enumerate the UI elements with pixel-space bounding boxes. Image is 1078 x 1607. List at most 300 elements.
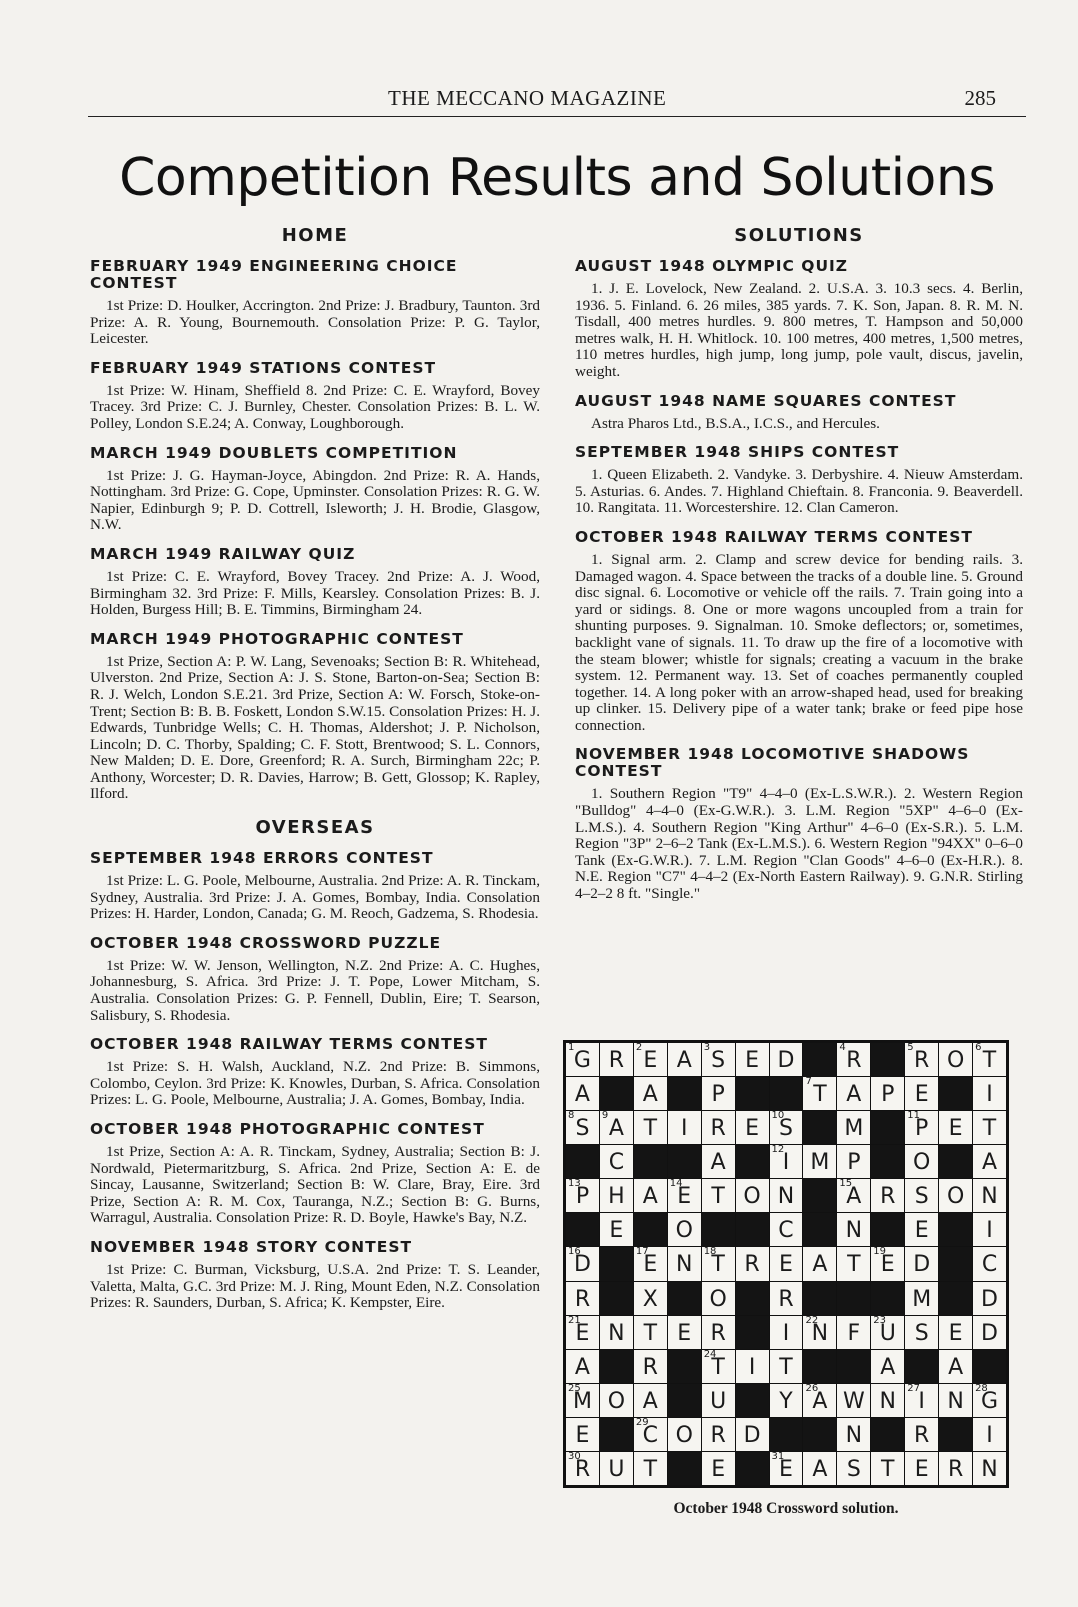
- crossword-black-cell: [566, 1213, 599, 1246]
- crossword-cell: [566, 1418, 599, 1451]
- crossword-black-cell: [736, 1213, 769, 1246]
- crossword-letter: I: [986, 1218, 993, 1244]
- crossword-letter: N: [845, 1422, 863, 1448]
- crossword-black-cell: [736, 1282, 769, 1315]
- crossword-cell: [566, 1384, 599, 1417]
- crossword-clue-number: 8: [568, 1110, 575, 1122]
- crossword-black-cell: [600, 1418, 633, 1451]
- crossword-letter: R: [778, 1286, 794, 1312]
- crossword-black-cell: [939, 1213, 972, 1246]
- crossword-cell: [939, 1316, 972, 1349]
- crossword-clue-number: 21: [568, 1314, 581, 1326]
- crossword-letter: E: [575, 1320, 590, 1346]
- crossword-letter: O: [946, 1184, 965, 1210]
- crossword-letter: S: [914, 1184, 929, 1210]
- crossword-black-cell: [939, 1145, 972, 1178]
- crossword-letter: T: [881, 1456, 895, 1482]
- crossword-cell: [905, 1384, 938, 1417]
- crossword-letter: D: [573, 1252, 591, 1278]
- crossword-cell: [668, 1213, 701, 1246]
- crossword-clue-number: 3: [703, 1042, 711, 1053]
- crossword-cell: [837, 1179, 870, 1212]
- crossword-cell: [871, 1350, 904, 1383]
- crossword-letter: P: [915, 1116, 929, 1142]
- crossword-cell: [634, 1282, 667, 1315]
- contest-title: MARCH 1949 RAILWAY QUIZ: [90, 544, 356, 563]
- contest-title: AUGUST 1948 NAME SQUARES CONTEST: [575, 391, 957, 410]
- crossword-cell: [973, 1316, 1006, 1349]
- crossword-letter: E: [711, 1456, 726, 1482]
- crossword-clue-number: 14: [669, 1178, 683, 1190]
- contest-title: FEBRUARY 1949 ENGINEERING CHOICE CONTEST: [90, 257, 458, 292]
- crossword-letter: T: [982, 1048, 997, 1073]
- crossword-letter: A: [812, 1456, 828, 1482]
- crossword-cell: [566, 1077, 599, 1110]
- crossword-clue-number: 2: [635, 1042, 643, 1053]
- crossword-letter: E: [914, 1082, 929, 1108]
- crossword-cell: [736, 1043, 769, 1076]
- crossword-black-cell: [600, 1350, 633, 1383]
- contest-title: NOVEMBER 1948 STORY CONTEST: [90, 1237, 413, 1256]
- crossword-black-cell: [634, 1145, 667, 1178]
- crossword-letter: R: [914, 1422, 930, 1448]
- crossword-letter: A: [846, 1184, 862, 1210]
- crossword-letter: A: [710, 1150, 726, 1176]
- crossword-cell: [770, 1350, 803, 1383]
- crossword-letter: R: [608, 1048, 625, 1073]
- crossword-letter: A: [948, 1354, 964, 1380]
- crossword-cell: [803, 1077, 836, 1110]
- crossword-cell: [905, 1111, 938, 1144]
- crossword-letter: R: [574, 1456, 591, 1482]
- crossword-letter: D: [913, 1252, 931, 1278]
- crossword-clue-number: 28: [975, 1382, 988, 1394]
- crossword-letter: A: [981, 1150, 998, 1176]
- crossword-cell: [905, 1316, 938, 1349]
- crossword-cell: [702, 1452, 735, 1485]
- crossword-clue-number: 11: [907, 1110, 920, 1122]
- crossword-letter: E: [914, 1456, 929, 1482]
- crossword-cell: [600, 1384, 633, 1417]
- contest-text: 1st Prize, Section A: P. W. Lang, Sevenoaks; Section B: R. Whitehead, Ulverston. 2nd Prize, Section A: J. S. Stone, Barton-on-Sea; Section B: R. J. Welch, London S.E.21. 3rd Prize, Section A: W. Forsch, Stoke-on-Trent; Section B: B. B. Foskett, London S.W.15. Consolation Prizes: H. J. Edwards, Tunbridge Wells; C. H. Thomas, Aldershot; J. P. Nicholson, Lincoln; D. C. Thorby, Spalding; C. F. Stott, Brentwood; S. L. Connors, New Malden; D. E. Dore, Greenford; R. A. Surch, Birmingham 22c; P. Anthony, Worcester; D. R. Davies, Harrow; B. Gett, Glossop; K. Rapley, Ilford.: [90, 652, 540, 803]
- crossword-clue-number: 15: [839, 1178, 853, 1190]
- contest-title: OCTOBER 1948 RAILWAY TERMS CONTEST: [575, 527, 973, 546]
- crossword-letter: H: [608, 1184, 625, 1210]
- crossword-letter: P: [575, 1184, 590, 1210]
- contest-title: NOVEMBER 1948 LOCOMOTIVE SHADOWS CONTEST: [575, 745, 970, 781]
- crossword-black-cell: [600, 1282, 633, 1315]
- contest-text: 1. J. E. Lovelock, New Zealand. 2. U.S.A. 3. 10.3 secs. 4. Berlin, 1936. 5. Finland. 6. 26 miles, 385 yards. 7. K. Son, Japan. 8. R. M. N. Tisdall, 400 metres hurdles. 9. 800 metres, T. Hampson and 50,000 metres walk, H. H. Whitlock. 10. 100 metres, 400 metres, 1,500 metres, 110 metres hurdles, high jump, long jump, pole vault, discus, javelin, weight.: [575, 280, 1023, 380]
- right-column: [575, 225, 1023, 903]
- crossword-letter: A: [812, 1252, 828, 1278]
- contest-text: 1st Prize: D. Houlker, Accrington. 2nd Prize: J. Bradbury, Taunton. 3rd Prize: A. R. Young, Bournemouth. Consolation Prize: P. G. Taylor, Leicester.: [90, 297, 540, 348]
- left-column: [90, 225, 540, 1312]
- crossword-clue-number: 6: [975, 1042, 982, 1053]
- crossword-cell: [837, 1213, 870, 1246]
- crossword-letter: N: [845, 1218, 863, 1244]
- crossword-cell: [770, 1111, 803, 1144]
- crossword-letter: E: [643, 1252, 658, 1278]
- crossword-letter: S: [779, 1116, 793, 1142]
- crossword-letter: F: [847, 1320, 861, 1346]
- crossword-letter: R: [574, 1286, 591, 1312]
- crossword-cell: [871, 1179, 904, 1212]
- contest-title: SEPTEMBER 1948 ERRORS CONTEST: [90, 849, 434, 868]
- crossword-black-cell: [939, 1077, 972, 1110]
- crossword-letter: I: [986, 1082, 993, 1108]
- crossword-cell: [871, 1077, 904, 1110]
- crossword-clue-number: 7: [805, 1076, 812, 1088]
- crossword-cell: [871, 1384, 904, 1417]
- crossword-letter: E: [609, 1218, 624, 1244]
- crossword-cell: [736, 1247, 769, 1280]
- crossword-cell: [803, 1247, 836, 1280]
- crossword-letter: U: [608, 1456, 625, 1482]
- contest-title: MARCH 1949 PHOTOGRAPHIC CONTEST: [90, 629, 464, 648]
- contest-text: 1st Prize, Section A: A. R. Tinckam, Sydney, Australia; Section B: J. Nordwald, Pietermaritzburg, S. Africa. 2nd Prize, Section A: E. de Sincay, Lausanne, Switzerland; Section B: W. Clare, Bray, Eire. 3rd Prize, Section A: R. M. Cox, Tauranga, N.Z.; Section B: G. Burns, Warragul, Australia. Consolation Prize: R. D. Boyle, Hawke's Bay, N.Z.: [90, 1143, 540, 1227]
- crossword-letter: E: [677, 1184, 692, 1210]
- crossword-cell: [905, 1213, 938, 1246]
- crossword-grid: [563, 1040, 1009, 1488]
- crossword-black-cell: [803, 1043, 836, 1076]
- crossword-letter: T: [779, 1354, 793, 1380]
- crossword-letter: R: [914, 1048, 930, 1073]
- crossword-black-cell: [803, 1350, 836, 1383]
- crossword-letter: C: [642, 1422, 658, 1448]
- crossword-cell: [837, 1077, 870, 1110]
- crossword-cell: [668, 1247, 701, 1280]
- crossword-cell: [939, 1384, 972, 1417]
- crossword-letter: T: [711, 1354, 725, 1380]
- crossword-letter: E: [677, 1320, 692, 1346]
- crossword-letter: A: [642, 1082, 658, 1108]
- crossword-cell: [702, 1316, 735, 1349]
- crossword-cell: [837, 1384, 870, 1417]
- crossword-letter: E: [779, 1252, 793, 1278]
- crossword-cell: [905, 1418, 938, 1451]
- crossword-clue-number: 29: [635, 1416, 649, 1428]
- crossword-letter: I: [782, 1150, 790, 1176]
- overseas-heading: OVERSEAS: [255, 817, 375, 839]
- crossword-letter: E: [948, 1116, 963, 1142]
- crossword-cell: [803, 1316, 836, 1349]
- crossword-cell: [634, 1418, 667, 1451]
- crossword-letter: A: [642, 1184, 658, 1210]
- solutions-list: [575, 258, 1023, 903]
- crossword-letter: T: [643, 1320, 658, 1346]
- contest-text: 1. Signal arm. 2. Clamp and screw device for bending rails. 3. Damaged wagon. 4. Space between the tracks of a double line. 5. Ground disc signal. 6. Locomotive or vehicle off the rails. 7. Train going into a yard or sidings. 8. One or more wagons uncoupled from a train for shunting purposes. 9. Signalman. 10. Smoke deflectors; or, sometimes, backlight vane of signals. 11. To draw up the fire of a locomotive with the steam blower; whistle for signals; creating a vacuum in the brake system. 12. Permanent way. 13. Set of coaches permanently coupled together. 14. A long poker with an arrow-shaped head, used for breaking up clinker. 15. Delivery pipe of a water tank; brake or feed pipe hose connection.: [575, 550, 1023, 734]
- crossword-cell: [634, 1043, 667, 1076]
- crossword-clue-number: 24: [703, 1348, 717, 1360]
- crossword-letter: M: [810, 1150, 830, 1176]
- crossword-cell: [770, 1316, 803, 1349]
- crossword-letter: O: [675, 1218, 693, 1244]
- crossword-letter: E: [745, 1048, 760, 1073]
- crossword-cell: [905, 1282, 938, 1315]
- crossword-cell: [770, 1247, 803, 1280]
- crossword-cell: [702, 1247, 735, 1280]
- crossword-letter: T: [711, 1184, 725, 1210]
- crossword-letter: Y: [779, 1388, 793, 1414]
- contest-title: OCTOBER 1948 RAILWAY TERMS CONTEST: [90, 1035, 488, 1054]
- crossword-black-cell: [871, 1111, 904, 1144]
- crossword-cell: [871, 1452, 904, 1485]
- crossword-clue-number: 1: [568, 1042, 575, 1053]
- crossword-cell: [600, 1111, 633, 1144]
- crossword-cell: [905, 1077, 938, 1110]
- crossword-black-cell: [803, 1111, 836, 1144]
- crossword-clue-number: 30: [568, 1450, 581, 1462]
- crossword-letter: I: [918, 1388, 925, 1414]
- crossword-letter: A: [574, 1354, 590, 1380]
- crossword-letter: M: [572, 1388, 592, 1414]
- crossword-letter: O: [709, 1286, 727, 1312]
- crossword-cell: [770, 1179, 803, 1212]
- crossword-black-cell: [668, 1452, 701, 1485]
- crossword-cell: [668, 1111, 701, 1144]
- crossword-cell: [837, 1111, 870, 1144]
- crossword-clue-number: 17: [635, 1246, 649, 1258]
- crossword-black-cell: [634, 1213, 667, 1246]
- crossword-cell: [702, 1077, 735, 1110]
- crossword-black-cell: [600, 1247, 633, 1280]
- crossword-letter: M: [912, 1286, 932, 1312]
- crossword-letter: W: [842, 1388, 865, 1414]
- crossword-letter: N: [981, 1456, 998, 1482]
- crossword-cell: [634, 1111, 667, 1144]
- contest-title: MARCH 1949 DOUBLETS COMPETITION: [90, 443, 458, 462]
- crossword-cell: [770, 1384, 803, 1417]
- crossword-black-cell: [702, 1213, 735, 1246]
- crossword-cell: [668, 1043, 701, 1076]
- crossword-black-cell: [770, 1077, 803, 1110]
- crossword-letter: T: [643, 1456, 658, 1482]
- crossword-cell: [973, 1179, 1006, 1212]
- crossword-letter: A: [676, 1048, 692, 1073]
- crossword-letter: E: [948, 1320, 963, 1346]
- magazine-name: THE MECCANO MAGAZINE: [388, 86, 667, 110]
- crossword-black-cell: [668, 1350, 701, 1383]
- crossword-cell: [600, 1145, 633, 1178]
- crossword-black-cell: [668, 1282, 701, 1315]
- crossword-cell: [566, 1282, 599, 1315]
- crossword-cell: [905, 1043, 938, 1076]
- contest-title: SEPTEMBER 1948 SHIPS CONTEST: [575, 443, 900, 462]
- crossword-black-cell: [871, 1418, 904, 1451]
- contest-text: 1. Southern Region "T9" 4–4–0 (Ex-L.S.W.R.). 2. Western Region "Bulldog" 4–4–0 (Ex-G.W.R.). 3. L.M. Region "5XP" 4–6–0 (Ex-L.M.S.). 4. Southern Region "King Arthur" 4–6–0 (Ex-S.R.). 5. L.M. Region "3P" 2–6–2 Tank (Ex-L.M.S.). 6. Western Region "94XX" 0–6–0 Tank (Ex-G.W.R.). 7. L.M. Region "Clan Goods" 4–6–0 (Ex-H.R.). 8. N.E. Region "C7" 4–4–2 (Ex-North Eastern Railway). 9. G.N.R. Stirling 4–2–2 8 ft. "Single.": [575, 785, 1023, 903]
- crossword-cell: [803, 1452, 836, 1485]
- crossword-clue-number: 13: [568, 1178, 581, 1190]
- crossword-letter: R: [744, 1252, 760, 1278]
- crossword-letter: X: [642, 1286, 658, 1312]
- crossword-cell: [566, 1316, 599, 1349]
- crossword-letter: N: [981, 1184, 998, 1210]
- crossword-cell: [770, 1145, 803, 1178]
- crossword-letter: S: [711, 1048, 726, 1073]
- crossword-letter: N: [879, 1388, 896, 1414]
- crossword-letter: R: [710, 1422, 726, 1448]
- crossword-black-cell: [803, 1282, 836, 1315]
- crossword-black-cell: [736, 1145, 769, 1178]
- crossword-letter: N: [811, 1320, 829, 1346]
- crossword-letter: U: [710, 1388, 727, 1414]
- crossword-letter: E: [880, 1252, 895, 1278]
- crossword-cell: [668, 1179, 701, 1212]
- crossword-cell: [770, 1213, 803, 1246]
- crossword-black-cell: [973, 1350, 1006, 1383]
- crossword-cell: [973, 1452, 1006, 1485]
- crossword-letter: T: [813, 1082, 827, 1108]
- crossword-black-cell: [939, 1282, 972, 1315]
- crossword-letter: D: [981, 1286, 998, 1312]
- crossword-letter: A: [574, 1082, 590, 1108]
- crossword-letter: R: [710, 1116, 726, 1142]
- contest-text: 1st Prize: C. E. Wrayford, Bovey Tracey. 2nd Prize: A. J. Wood, Birmingham 32. 3rd Prize: F. Mills, Kearsley. Consolation Prizes: B. J. Holden, Burgess Hill; B. E. Timmins, Birmingham 24.: [90, 567, 540, 619]
- crossword-black-cell: [803, 1179, 836, 1212]
- crossword-clue-number: 18: [703, 1246, 717, 1258]
- crossword-letter: R: [880, 1184, 896, 1210]
- crossword-cell: [770, 1452, 803, 1485]
- crossword-cell: [973, 1418, 1006, 1451]
- crossword-letter: I: [782, 1320, 790, 1346]
- crossword-cell: [939, 1452, 972, 1485]
- crossword-black-cell: [566, 1145, 599, 1178]
- crossword-clue-number: 27: [907, 1382, 920, 1394]
- crossword-letter: O: [913, 1150, 931, 1176]
- crossword-cell: [905, 1145, 938, 1178]
- crossword-cell: [837, 1043, 870, 1076]
- crossword-letter: C: [608, 1150, 625, 1176]
- crossword-letter: R: [710, 1320, 726, 1346]
- contest-text: 1st Prize: L. G. Poole, Melbourne, Australia. 2nd Prize: A. R. Tinckam, Sydney, Australia. 3rd Prize: J. A. Gomes, Bombay, India. Consolation Prizes: H. Harder, London, Canada; G. M. Reoch, Gadzema, S. Rhodesia.: [90, 872, 540, 923]
- crossword-cell: [634, 1247, 667, 1280]
- crossword-cell: [566, 1452, 599, 1485]
- crossword-clue-number: 26: [805, 1382, 819, 1394]
- crossword-clue-number: 22: [805, 1314, 819, 1326]
- crossword-cell: [973, 1145, 1006, 1178]
- crossword-letter: D: [777, 1048, 795, 1073]
- crossword-letter: S: [846, 1456, 861, 1482]
- crossword-letter: I: [748, 1354, 756, 1380]
- crossword-cell: [702, 1145, 735, 1178]
- crossword-letter: S: [914, 1320, 929, 1346]
- crossword-black-cell: [905, 1350, 938, 1383]
- crossword-cell: [905, 1179, 938, 1212]
- crossword-cell: [973, 1213, 1006, 1246]
- crossword-black-cell: [668, 1384, 701, 1417]
- crossword-letter: R: [846, 1048, 862, 1073]
- crossword-black-cell: [939, 1418, 972, 1451]
- contest-title: AUGUST 1948 OLYMPIC QUIZ: [575, 257, 849, 275]
- crossword-cell: [634, 1350, 667, 1383]
- crossword-letter: C: [778, 1218, 794, 1244]
- crossword-cell: [973, 1384, 1006, 1417]
- crossword-clue-number: 9: [601, 1110, 609, 1122]
- crossword-black-cell: [736, 1077, 769, 1110]
- crossword-cell: [871, 1316, 904, 1349]
- crossword-black-cell: [837, 1282, 870, 1315]
- crossword-cell: [702, 1384, 735, 1417]
- crossword-black-cell: [668, 1145, 701, 1178]
- crossword-cell: [770, 1282, 803, 1315]
- crossword-letter: P: [847, 1150, 861, 1176]
- crossword-cell: [600, 1043, 633, 1076]
- crossword-cell: [939, 1179, 972, 1212]
- crossword-cell: [905, 1247, 938, 1280]
- crossword-black-cell: [736, 1452, 769, 1485]
- crossword-cell: [837, 1247, 870, 1280]
- crossword-black-cell: [871, 1282, 904, 1315]
- contest-text: Astra Pharos Ltd., B.S.A., I.C.S., and Hercules.: [591, 414, 880, 432]
- crossword-letter: M: [844, 1116, 864, 1142]
- crossword-clue-number: 23: [873, 1314, 887, 1326]
- crossword-letter: P: [711, 1082, 725, 1108]
- contest-title: FEBRUARY 1949 STATIONS CONTEST: [90, 358, 437, 377]
- crossword-clue-number: 19: [873, 1246, 887, 1258]
- crossword-black-cell: [837, 1350, 870, 1383]
- crossword-cell: [736, 1350, 769, 1383]
- crossword-cell: [871, 1247, 904, 1280]
- crossword-cell: [736, 1179, 769, 1212]
- crossword-clue-number: 31: [771, 1450, 785, 1462]
- crossword-cell: [973, 1043, 1006, 1076]
- contest-text: 1st Prize: W. Hinam, Sheffield 8. 2nd Prize: C. E. Wrayford, Bovey Tracey. 3rd Prize: C. J. Burnley, Chester. Consolation Prizes: B. L. W. Polley, London S.E.24; A. Conway, Loughborough.: [90, 381, 540, 432]
- crossword-letter: E: [914, 1218, 929, 1244]
- crossword-letter: I: [986, 1422, 993, 1448]
- crossword-letter: U: [879, 1320, 896, 1346]
- crossword-black-cell: [939, 1247, 972, 1280]
- overseas-contests: [90, 850, 540, 1312]
- crossword-letter: D: [981, 1320, 998, 1346]
- crossword-letter: E: [643, 1048, 658, 1073]
- crossword-cell: [600, 1179, 633, 1212]
- crossword-cell: [770, 1043, 803, 1076]
- crossword-letter: C: [981, 1252, 998, 1278]
- running-header: [88, 84, 1026, 117]
- crossword-letter: I: [680, 1116, 688, 1142]
- crossword-letter: G: [573, 1048, 591, 1073]
- crossword-letter: A: [642, 1388, 658, 1414]
- crossword-cell: [668, 1418, 701, 1451]
- crossword-cell: [634, 1384, 667, 1417]
- contest-text: 1. Queen Elizabeth. 2. Vandyke. 3. Derbyshire. 4. Nieuw Amsterdam. 5. Asturias. 6. Andes. 7. Highland Chieftain. 8. Franconia. 9. Beaverdell. 10. Rangitata. 11. Worcestershire. 12. Clan Cameron.: [575, 466, 1023, 517]
- crossword-cell: [600, 1316, 633, 1349]
- crossword-cell: [600, 1452, 633, 1485]
- crossword-letter: T: [643, 1116, 658, 1142]
- crossword-black-cell: [668, 1077, 701, 1110]
- crossword-black-cell: [871, 1043, 904, 1076]
- crossword-cell: [973, 1077, 1006, 1110]
- crossword-cell: [702, 1418, 735, 1451]
- crossword-clue-number: 10: [771, 1110, 785, 1122]
- crossword-letter: O: [946, 1048, 965, 1073]
- crossword-cell: [837, 1316, 870, 1349]
- contest-title: OCTOBER 1948 PHOTOGRAPHIC CONTEST: [90, 1120, 485, 1138]
- crossword-clue-number: 5: [907, 1042, 914, 1053]
- crossword-cell: [803, 1384, 836, 1417]
- crossword-black-cell: [871, 1213, 904, 1246]
- crossword-clue-number: 4: [839, 1042, 846, 1053]
- crossword-cell: [939, 1043, 972, 1076]
- crossword-cell: [634, 1452, 667, 1485]
- crossword-letter: E: [575, 1422, 590, 1448]
- crossword-black-cell: [803, 1418, 836, 1451]
- crossword-caption: October 1948 Crossword solution.: [673, 1500, 899, 1517]
- crossword-cell: [973, 1282, 1006, 1315]
- contest-text: 1st Prize: C. Burman, Vicksburg, U.S.A. 2nd Prize: T. S. Leander, Valetta, Malta, G.C. 3rd Prize: M. J. Ring, Mount Eden, N.Z. Consolation Prizes: R. Saunders, Durban, S. Africa; K. Kempster, Eire.: [90, 1260, 540, 1312]
- crossword-cell: [600, 1213, 633, 1246]
- crossword-letter: E: [745, 1116, 760, 1142]
